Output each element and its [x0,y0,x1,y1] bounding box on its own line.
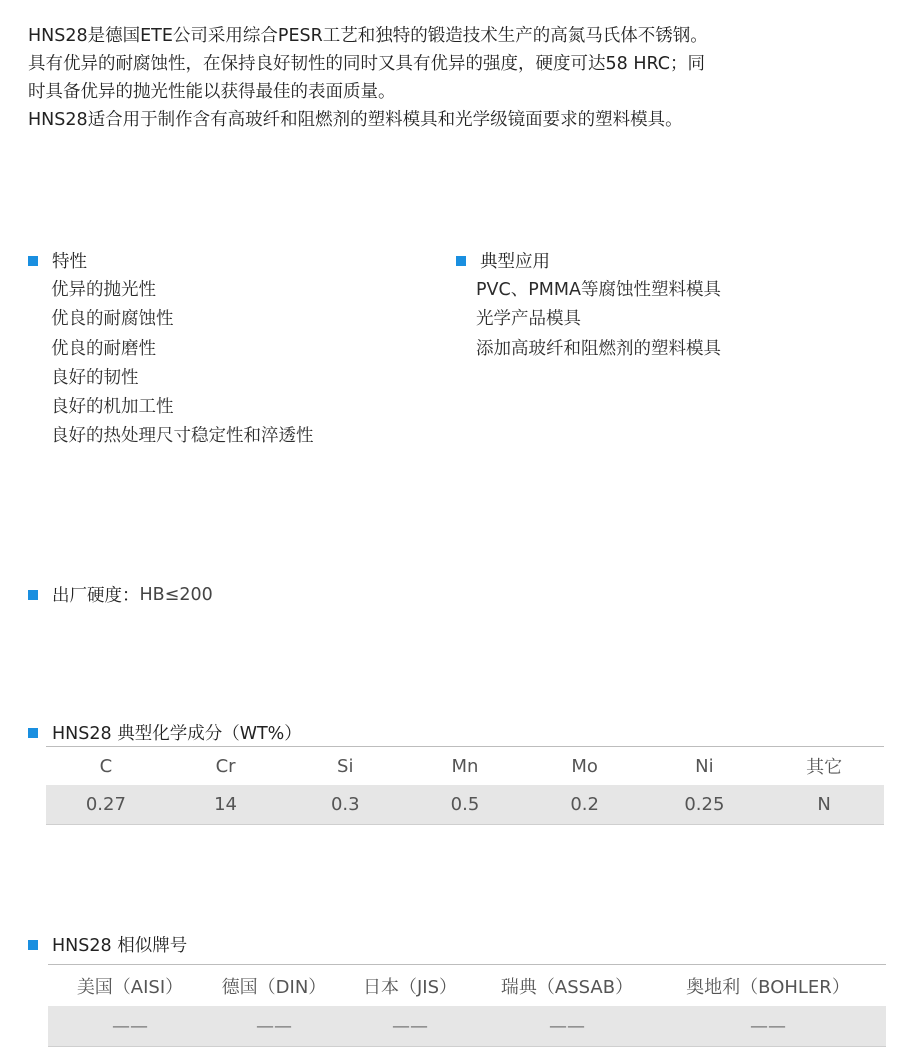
grades-title: HNS28 相似牌号 [52,936,188,956]
table-cell: 0.2 [525,785,645,825]
table-header-cell: Mo [525,747,645,786]
composition-heading [28,720,302,745]
applications-title: 典型应用 [480,252,550,272]
table-header-cell: Mn [405,747,525,786]
list-item: PVC、PMMA等腐蚀性塑料模具 [476,280,721,300]
table-cell: 14 [166,785,286,825]
intro-line: 具有优异的耐腐蚀性，在保持良好韧性的同时又具有优异的强度，硬度可达58 HRC；同 [28,54,705,74]
grades-table [48,964,886,1047]
table-header-cell: 美国（AISI） [48,965,212,1007]
table-cell: —— [48,1006,212,1047]
table-cell: 0.27 [46,785,166,825]
features-title: 特性 [52,252,87,272]
applications-heading [456,248,550,273]
table-row [48,1006,886,1047]
table-cell: —— [484,1006,650,1047]
list-item: 良好的机加工性 [51,397,174,418]
hardness-heading [28,582,213,607]
table-header-cell: Ni [645,747,765,786]
composition-title: HNS28 典型化学成分（WT%） [52,724,302,744]
table-cell: —— [650,1006,886,1047]
table-header-row [48,965,886,1007]
intro-line: HNS28是德国ETE公司采用综合PESR工艺和独特的锻造技术生产的高氮马氏体不锈钢。 [28,26,708,46]
square-bullet-icon [28,256,38,266]
intro-line: HNS28适合用于制作含有高玻纤和阻燃剂的塑料模具和光学级镜面要求的塑料模具。 [28,110,683,130]
list-item: 优良的耐磨性 [51,338,156,359]
square-bullet-icon [28,728,38,738]
features-list [51,276,314,452]
grades-heading [28,932,187,957]
table-header-cell: 日本（JIS） [336,965,484,1007]
intro-paragraph [28,22,898,134]
table-header-row [46,747,884,786]
table-cell: 0.5 [405,785,525,825]
list-item: 光学产品模具 [476,309,581,330]
list-item: 良好的韧性 [51,367,139,388]
table-cell: —— [336,1006,484,1047]
hardness-value: HB≤200 [139,584,213,605]
composition-table [46,746,884,825]
list-item: 优良的耐腐蚀性 [51,309,174,330]
table-cell: 0.25 [645,785,765,825]
list-item: 优异的抛光性 [51,280,156,300]
table-header-cell: Cr [166,747,286,786]
table-header-cell: 其它 [764,747,884,786]
table-header-cell: C [46,747,166,786]
hardness-label: 出厂硬度： [52,586,140,606]
square-bullet-icon [28,940,38,950]
table-header-cell: Si [285,747,405,786]
intro-line: 时具备优异的抛光性能以获得最佳的表面质量。 [28,82,396,102]
table-header-cell: 德国（DIN） [212,965,336,1007]
list-item: 添加高玻纤和阻燃剂的塑料模具 [476,338,721,359]
square-bullet-icon [28,590,38,600]
applications-list [476,276,721,364]
features-heading [28,248,87,273]
table-cell: N [764,785,884,825]
table-header-cell: 瑞典（ASSAB） [484,965,650,1007]
table-cell: —— [212,1006,336,1047]
table-row [46,785,884,825]
list-item: 良好的热处理尺寸稳定性和淬透性 [51,426,314,447]
square-bullet-icon [456,256,466,266]
table-cell: 0.3 [285,785,405,825]
table-header-cell: 奥地利（BOHLER） [650,965,886,1007]
